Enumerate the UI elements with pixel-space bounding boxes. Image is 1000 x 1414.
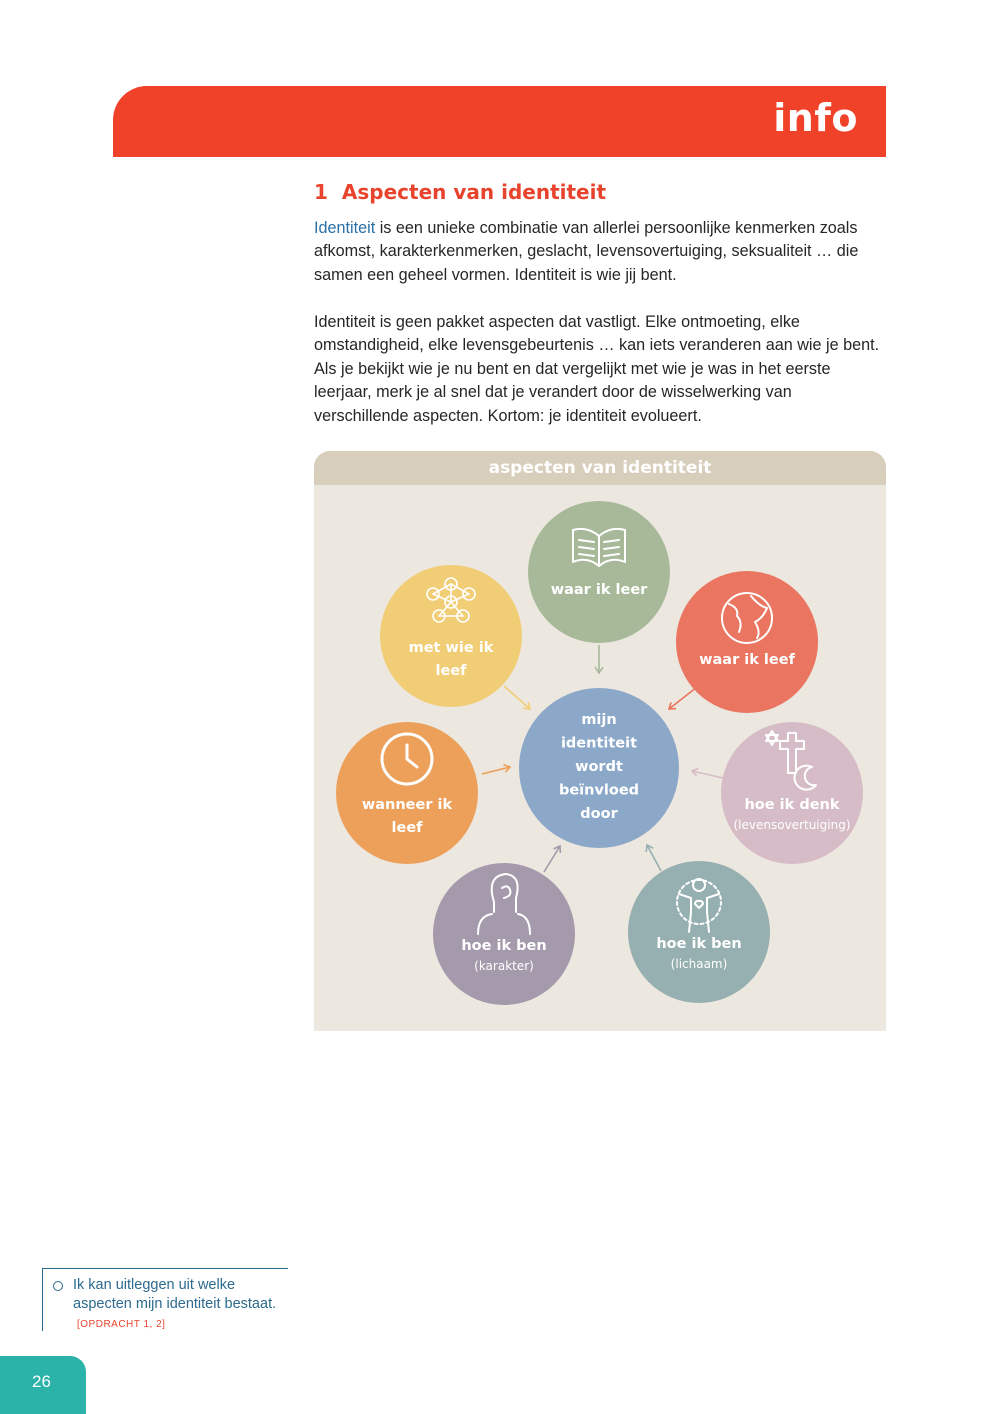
- arrow-live: [669, 687, 697, 709]
- aspect-label: hoe ik denk: [744, 797, 840, 813]
- aspect-label: hoe ik ben: [656, 936, 742, 952]
- identity-diagram: [314, 451, 886, 1031]
- paragraph-evolution: Identiteit is geen pakket aspecten dat vastligt. Elke ontmoeting, elke omstandigheid, elke levensgebeurtenis … kan iets veranderen aan wie je bent. Als je bekijkt wie je nu bent en dat vergelijkt met wie je was in het eerste leerjaar, merk je al snel dat je verandert door de wisselwerking van verschillende aspecten. Kortom: je identiteit evolueert.: [314, 313, 880, 425]
- arrow-with: [504, 686, 530, 709]
- arrow-learn: [595, 645, 603, 673]
- aspect-label: leef: [391, 820, 423, 836]
- aspect-live: [676, 571, 818, 713]
- page-number: 26: [32, 1372, 51, 1391]
- aspect-label: waar ik leer: [550, 582, 648, 598]
- aspect-body: [628, 861, 770, 1003]
- center-label-line: mijn: [581, 712, 617, 728]
- goal-reference: [OPDRACHT 1, 2]: [77, 1319, 166, 1330]
- section-heading: [314, 180, 606, 204]
- section-title: Aspecten van identiteit: [341, 180, 607, 204]
- aspect-sublabel: (karakter): [474, 959, 534, 973]
- aspect-sublabel: (levensovertuiging): [733, 818, 851, 832]
- aspect-think: [721, 722, 863, 864]
- aspect-label: wanneer ik: [361, 797, 453, 813]
- goal-text: Ik kan uitleggen uit welke aspecten mijn identiteit bestaat.: [73, 1277, 277, 1312]
- intro-paragraph: [314, 217, 889, 287]
- center-label-line: wordt: [575, 759, 623, 775]
- aspect-label: met wie ik: [408, 640, 494, 656]
- goal-text-block: [73, 1276, 283, 1334]
- aspect-character: [433, 863, 575, 1005]
- goal-checkbox[interactable]: [53, 1281, 63, 1291]
- arrow-when: [482, 765, 510, 774]
- center-label-line: identiteit: [560, 735, 638, 752]
- page-tab: [0, 1356, 86, 1414]
- section-number: 1: [314, 180, 328, 204]
- center-label-line: door: [580, 806, 618, 822]
- aspect-with: [380, 565, 522, 707]
- banner-label: info: [773, 96, 858, 140]
- aspect-when: [336, 722, 478, 864]
- aspect-sublabel: (lichaam): [670, 957, 728, 971]
- arrow-character: [544, 846, 560, 872]
- arrow-think: [692, 768, 723, 778]
- aspect-label: hoe ik ben: [461, 938, 547, 954]
- center-label-line: beïnvloed: [558, 782, 640, 799]
- learning-goal: [42, 1268, 288, 1331]
- diagram-canvas: [314, 451, 886, 1031]
- diagram-title: aspecten van identiteit: [488, 458, 712, 478]
- aspect-label: waar ik leef: [699, 652, 795, 668]
- info-banner: [113, 86, 886, 157]
- center-circle: [519, 688, 679, 848]
- keyword-identiteit: Identiteit: [314, 219, 376, 237]
- intro-text: is een unieke combinatie van allerlei persoonlijke kenmerken zoals afkomst, karakterkenmerken, geslacht, levensovertuiging, seksualiteit … die samen een geheel vormen. Identiteit is wie jij bent.: [314, 219, 859, 284]
- aspect-label: leef: [435, 663, 467, 679]
- aspect-learn: [528, 501, 670, 643]
- arrow-body: [646, 845, 661, 871]
